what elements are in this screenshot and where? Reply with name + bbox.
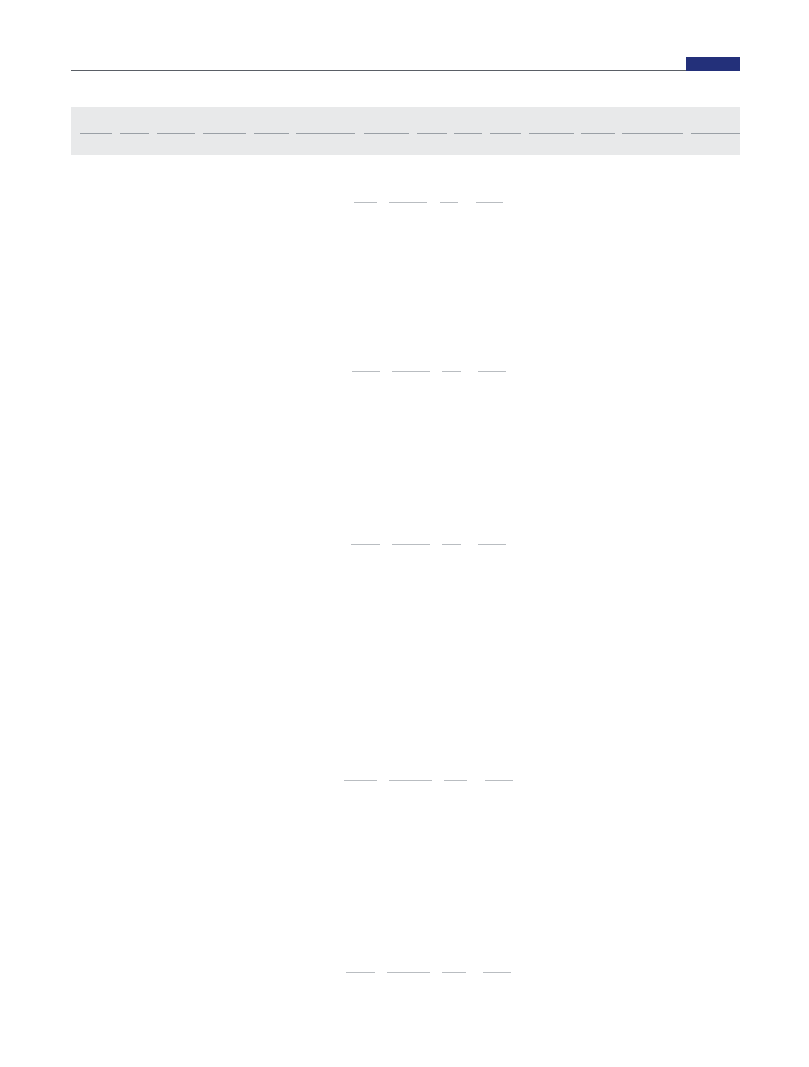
- row-5-mark-1: [346, 972, 375, 973]
- header-column-line-10: [490, 133, 521, 134]
- header-column-line-11: [529, 133, 574, 134]
- row-4-mark-3: [444, 780, 467, 781]
- row-1-mark-3: [440, 202, 458, 203]
- row-4-mark-2: [389, 780, 432, 781]
- row-4-mark-4: [485, 780, 513, 781]
- row-3-mark-4: [478, 544, 506, 545]
- header-column-line-12: [581, 133, 615, 134]
- row-2-mark-4: [478, 371, 506, 372]
- row-3-mark-2: [392, 544, 430, 545]
- header-column-line-1: [80, 133, 112, 134]
- row-3-mark-3: [442, 544, 461, 545]
- row-2-mark-2: [392, 371, 430, 372]
- header-column-line-3: [157, 133, 195, 134]
- header-column-line-8: [417, 133, 447, 134]
- page-tab-marker: [686, 57, 740, 71]
- row-4-mark-1: [344, 780, 377, 781]
- header-column-line-9: [454, 133, 482, 134]
- row-2-mark-3: [442, 371, 461, 372]
- header-column-line-13: [622, 133, 683, 134]
- row-5-mark-3: [442, 972, 466, 973]
- header-column-line-14: [691, 133, 740, 134]
- row-5-mark-2: [387, 972, 430, 973]
- header-column-line-7: [364, 133, 409, 134]
- header-column-line-5: [254, 133, 289, 134]
- header-column-line-2: [120, 133, 149, 134]
- header-rule: [71, 70, 740, 71]
- header-column-line-6: [296, 133, 355, 134]
- row-2-mark-1: [352, 371, 380, 372]
- row-1-mark-2: [389, 202, 427, 203]
- header-column-line-4: [203, 133, 246, 134]
- table-header-band: [71, 107, 740, 155]
- row-3-mark-1: [351, 544, 380, 545]
- row-5-mark-4: [483, 972, 511, 973]
- row-1-mark-1: [354, 202, 377, 203]
- row-1-mark-4: [476, 202, 503, 203]
